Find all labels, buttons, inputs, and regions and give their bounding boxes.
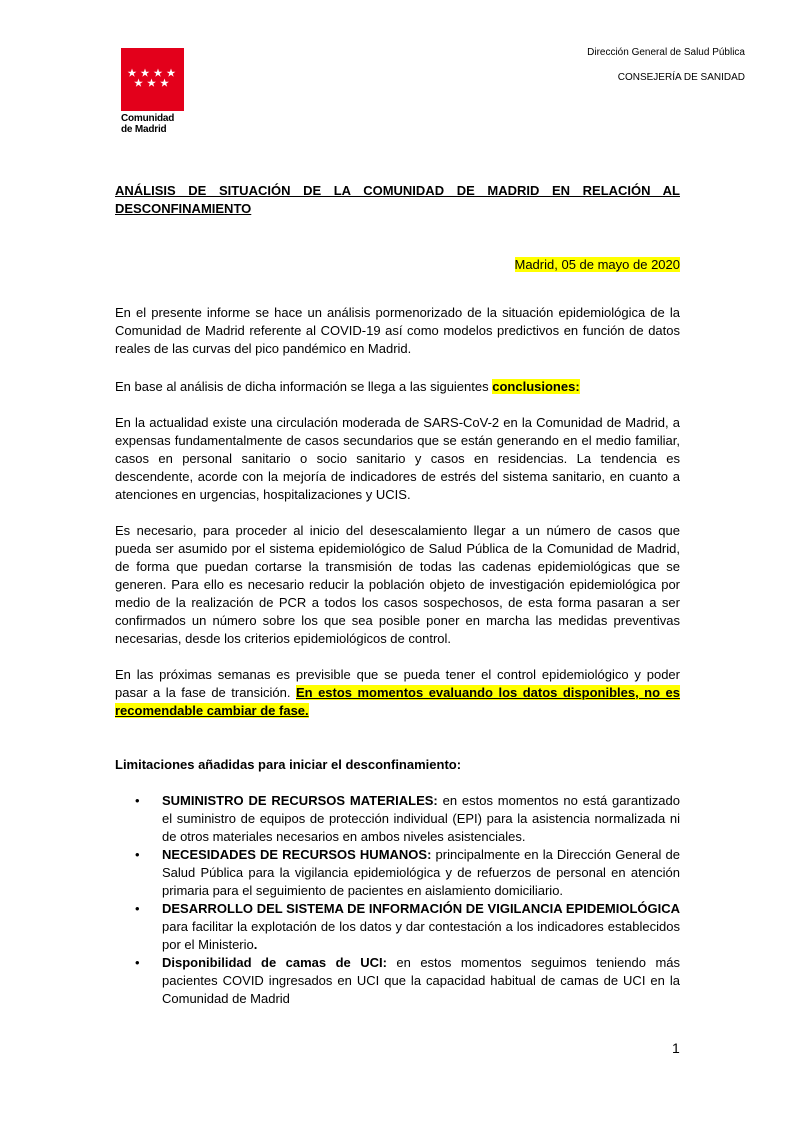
paragraph-necessary: Es necesario, para proceder al inicio del desescalamiento llegar a un número de casos que pueda ser asumido por el sistema epidemiológico de Salud Pública de la Comunidad de Madrid, de forma que puedan cortarse la transmisión de todas las cadenas epidemiológicas que se generen. Para ello es necesario reducir la población objeto de investigación epidemiológica por medio de la realización de PCR a todos los casos sospechosos, de esta forma pasaran a ser confirmados un número sobre los que sea posible poner en marcha las medidas preventivas necesarias, desde los criterios epidemiológicos de control.: [115, 523, 680, 646]
paragraph-circulation: En la actualidad existe una circulación moderada de SARS-CoV-2 en la Comunidad de Madrid, a expensas fundamentalmente de casos secundarios que se están generando en el medio familiar, casos en personal sanitario o socio sanitario y casos en residencias. La tendencia es descendente, acorde con la mejoría de indicadores de estrés del sistema sanitario, en cuanto a atenciones en urgencias, hospitalizaciones y UCIS.: [115, 415, 680, 502]
logo-name-line2: de Madrid: [121, 124, 167, 135]
document-date: [115, 256, 680, 274]
paragraph-weeks: [115, 666, 680, 720]
conclusions-word: conclusiones:: [492, 379, 580, 394]
header-directorate: Dirección General de Salud Pública: [587, 47, 745, 58]
flag-icon: [121, 48, 184, 111]
logo-name-line1: Comunidad: [121, 113, 175, 124]
paragraph-intro: En el presente informe se hace un análisis pormenorizado de la situación epidemiológica de la Comunidad de Madrid referente al COVID-19 así como modelos predictivos en función de datos reales de las curvas del pico pandémico en Madrid.: [115, 305, 680, 356]
limitations-list: [115, 792, 680, 1008]
date-text: Madrid, 05 de mayo de 2020: [514, 257, 680, 272]
document-title: ANÁLISIS DE SITUACIÓN DE LA COMUNIDAD DE MADRID EN RELACIÓN AL DESCONFINAMIENTO: [115, 183, 680, 216]
list-item: [115, 954, 680, 1008]
bullet-bold-text: SUMINISTRO DE RECURSOS MATERIALES:: [162, 793, 438, 808]
weeks-lead-text: En las próximas semanas es previsible que se pueda tener el control epidemiológico y poder pasar a la fase de transición.: [115, 667, 680, 700]
bullet-icon: •: [135, 901, 140, 916]
bullet-text: para facilitar la explotación de los datos y dar contestación a los indicadores establecidos por el Ministerio: [162, 919, 680, 952]
list-item: [115, 900, 680, 954]
page-number: 1: [672, 1040, 680, 1056]
bullet-icon: •: [135, 847, 140, 862]
bullet-bold-text: NECESIDADES DE RECURSOS HUMANOS:: [162, 847, 432, 862]
header-department: CONSEJERÍA DE SANIDAD: [617, 72, 745, 83]
paragraph-conclusions-lead: [115, 378, 680, 396]
bullet-bold-text: Disponibilidad de camas de UCI:: [162, 955, 387, 970]
list-item: [115, 792, 680, 846]
comunidad-madrid-logo: [121, 48, 184, 135]
bullet-bold-text: DESARROLLO DEL SISTEMA DE INFORMACIÓN DE VIGILANCIA EPIDEMIOLÓGICA: [162, 901, 680, 916]
list-item: [115, 846, 680, 900]
bullet-text: en estos momentos no está garantizado el suministro de equipos de protección individual (EPI) para la asistencia normalizada ni de otros materiales necesarios en ambos niveles asistenciales.: [162, 793, 680, 844]
conclusions-lead-text: En base al análisis de dicha información se llega a las siguientes: [115, 379, 493, 394]
bullet-text: en estos momentos seguimos teniendo más pacientes COVID ingresados en UCI que la capacidad habitual de camas de UCI en la Comunidad de Madrid: [162, 955, 680, 1006]
bullet-text: principalmente en la Dirección General de Salud Pública para la vigilancia epidemiológica y de refuerzos de personal en atención primaria para el seguimiento de pacientes en aislamiento domiciliario.: [162, 847, 680, 898]
bullet-icon: •: [135, 955, 140, 970]
bullet-tail: .: [253, 937, 258, 952]
bullet-icon: •: [135, 793, 140, 808]
limitations-heading: Limitaciones añadidas para iniciar el desconfinamiento:: [115, 757, 462, 772]
weeks-highlight-text: En estos momentos evaluando los datos disponibles, no es recomendable cambiar de fase.: [115, 685, 680, 718]
